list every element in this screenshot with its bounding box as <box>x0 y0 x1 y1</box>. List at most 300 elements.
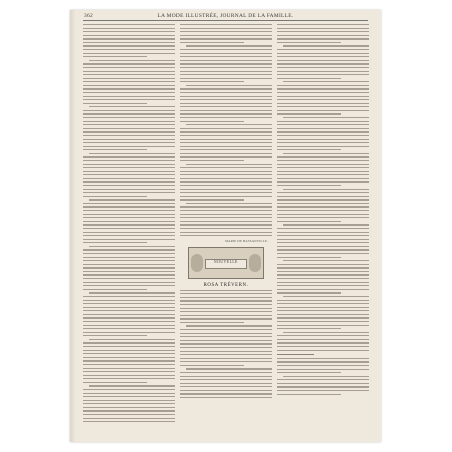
text-line <box>83 28 175 29</box>
text-line <box>83 53 175 54</box>
text-line <box>83 31 175 32</box>
text-line <box>180 397 272 398</box>
text-line <box>283 189 369 190</box>
text-line <box>83 117 175 118</box>
text-line <box>180 354 272 355</box>
text-line <box>277 321 369 322</box>
text-line <box>277 96 369 97</box>
text-line <box>89 106 175 107</box>
text-line <box>277 113 341 114</box>
text-line <box>83 88 175 89</box>
text-line <box>83 346 175 347</box>
text-line <box>277 253 369 254</box>
text-line <box>180 181 272 182</box>
text-line <box>180 142 272 143</box>
text-line <box>83 71 175 72</box>
text-line <box>83 174 175 175</box>
text-line <box>83 249 175 250</box>
text-line <box>83 342 175 343</box>
text-line <box>180 340 272 341</box>
text-line <box>277 228 369 229</box>
text-line <box>83 131 175 132</box>
text-line <box>277 206 369 207</box>
text-line <box>83 271 175 272</box>
page-fold-shadow <box>70 10 76 442</box>
text-line <box>89 60 175 61</box>
text-line <box>83 139 175 140</box>
text-line <box>283 296 369 297</box>
text-line <box>277 121 369 122</box>
text-line <box>283 81 369 82</box>
text-line <box>83 196 147 197</box>
text-line <box>83 314 175 315</box>
text-line <box>277 110 369 111</box>
text-column-1 <box>83 24 175 429</box>
text-line <box>277 372 341 373</box>
text-line <box>83 242 147 243</box>
text-line <box>180 232 272 233</box>
text-line <box>277 85 369 86</box>
text-line <box>277 346 369 347</box>
text-line <box>277 383 369 384</box>
vignette-label: NOUVELLE <box>214 260 238 265</box>
text-line <box>180 333 272 334</box>
text-line <box>83 164 175 165</box>
text-line <box>277 174 369 175</box>
text-line <box>83 67 175 68</box>
text-line <box>277 146 369 147</box>
text-line <box>83 360 175 361</box>
text-line <box>83 235 175 236</box>
text-line <box>277 139 369 140</box>
text-line <box>180 110 272 111</box>
text-line <box>83 300 175 301</box>
text-line <box>180 347 272 348</box>
text-line <box>180 315 272 316</box>
text-line <box>180 67 272 68</box>
text-line <box>277 282 369 283</box>
text-line <box>180 393 272 394</box>
text-line <box>83 253 175 254</box>
text-line <box>180 121 244 122</box>
text-line <box>180 74 272 75</box>
text-line <box>83 92 175 93</box>
text-line <box>283 260 369 261</box>
text-line <box>277 303 369 304</box>
text-line <box>277 181 369 182</box>
text-line <box>83 418 175 419</box>
text-line <box>83 63 175 64</box>
text-column-3 <box>277 24 369 429</box>
text-line <box>277 365 369 366</box>
text-line <box>277 307 369 308</box>
text-line <box>277 210 369 211</box>
text-line <box>180 53 272 54</box>
text-line <box>83 210 175 211</box>
text-line <box>277 246 369 247</box>
text-line <box>186 124 272 125</box>
text-line <box>277 42 341 43</box>
text-line <box>83 264 175 265</box>
text-line <box>83 289 147 290</box>
text-line <box>83 45 175 46</box>
text-line <box>83 38 175 39</box>
text-line <box>180 318 272 319</box>
text-line <box>277 196 369 197</box>
text-line <box>83 328 175 329</box>
text-line <box>277 106 369 107</box>
text-line <box>83 410 175 411</box>
column-3-article-text <box>277 24 369 351</box>
text-line <box>277 178 369 179</box>
text-line <box>277 390 369 391</box>
text-line <box>83 260 175 261</box>
text-line <box>180 304 272 305</box>
text-line <box>180 49 272 50</box>
text-line <box>83 189 175 190</box>
text-line <box>277 328 341 329</box>
text-line <box>180 351 272 352</box>
text-line <box>277 171 369 172</box>
text-line <box>180 117 272 118</box>
text-line <box>83 353 175 354</box>
author-signature: MARIE DE BASSANVILLE. <box>225 238 268 243</box>
text-line <box>277 274 369 275</box>
text-line <box>180 228 272 229</box>
text-line <box>277 342 369 343</box>
text-line <box>180 56 272 57</box>
text-line <box>83 85 175 86</box>
text-line <box>180 379 272 380</box>
text-line <box>283 117 369 118</box>
text-line <box>180 60 272 61</box>
journal-title: LA MODE ILLUSTRÉE, JOURNAL DE LA FAMILLE. <box>157 13 294 19</box>
text-line <box>180 293 272 294</box>
text-line <box>83 325 175 326</box>
text-line <box>83 274 175 275</box>
column-2-article-text <box>180 24 272 236</box>
text-line <box>83 171 175 172</box>
text-line <box>83 357 175 358</box>
text-line <box>277 221 341 222</box>
text-line <box>277 131 369 132</box>
text-line <box>180 290 272 291</box>
text-line <box>277 199 369 200</box>
page-number: 362 <box>84 13 93 19</box>
text-line <box>277 164 369 165</box>
text-line <box>83 303 175 304</box>
text-line <box>83 49 175 50</box>
text-line <box>186 203 272 204</box>
text-line <box>277 267 369 268</box>
text-line <box>277 135 369 136</box>
text-line <box>180 192 272 193</box>
text-line <box>186 45 272 46</box>
text-line <box>83 407 175 408</box>
text-line <box>277 63 369 64</box>
text-line <box>180 217 272 218</box>
text-line <box>83 160 175 161</box>
text-line <box>277 185 341 186</box>
text-line <box>180 358 272 359</box>
text-line <box>180 131 272 132</box>
text-line <box>83 146 175 147</box>
text-line <box>277 314 369 315</box>
text-line <box>277 325 369 326</box>
header-rule <box>83 20 368 21</box>
text-line <box>83 400 175 401</box>
text-line <box>277 38 369 39</box>
text-line <box>180 42 244 43</box>
text-line <box>83 35 175 36</box>
text-line <box>180 71 272 72</box>
text-line <box>83 382 147 383</box>
newspaper-page <box>70 10 381 442</box>
text-line <box>283 153 369 154</box>
text-line <box>180 224 272 225</box>
story-vignette-illustration <box>188 247 264 279</box>
text-line <box>277 292 341 293</box>
text-line <box>277 289 369 290</box>
text-line <box>180 365 244 366</box>
text-line <box>180 210 272 211</box>
text-line <box>83 78 175 79</box>
text-line <box>180 78 272 79</box>
text-line <box>180 174 272 175</box>
text-line <box>83 228 175 229</box>
text-line <box>83 178 175 179</box>
text-line <box>180 135 272 136</box>
text-line <box>180 139 272 140</box>
text-line <box>180 178 272 179</box>
text-line <box>186 368 272 369</box>
text-line <box>180 106 272 107</box>
text-line <box>83 239 175 240</box>
text-line <box>180 372 272 373</box>
text-line <box>83 99 175 100</box>
text-line <box>83 217 175 218</box>
text-line <box>180 113 272 114</box>
text-line <box>180 336 272 337</box>
text-line <box>277 203 369 204</box>
text-line <box>277 24 369 25</box>
text-line <box>180 235 272 236</box>
text-line <box>277 56 369 57</box>
text-line <box>83 421 175 422</box>
text-line <box>83 317 175 318</box>
text-line <box>83 389 175 390</box>
text-line <box>277 350 369 351</box>
text-line <box>83 257 175 258</box>
text-line <box>277 278 369 279</box>
text-line <box>180 81 244 82</box>
text-line <box>83 321 175 322</box>
text-line <box>83 335 147 336</box>
text-line <box>83 332 175 333</box>
text-line <box>277 257 341 258</box>
text-line <box>186 164 272 165</box>
text-line <box>180 171 272 172</box>
text-line <box>277 217 369 218</box>
text-line <box>277 53 369 54</box>
text-line <box>83 185 175 186</box>
text-line <box>180 214 272 215</box>
text-line <box>180 153 272 154</box>
text-line <box>186 85 272 86</box>
text-line <box>277 142 369 143</box>
text-line <box>83 74 175 75</box>
text-line <box>180 146 272 147</box>
text-line <box>83 113 175 114</box>
text-line <box>277 339 369 340</box>
text-line <box>83 371 175 372</box>
text-line <box>180 92 272 93</box>
text-line <box>180 221 272 222</box>
text-line <box>83 81 175 82</box>
text-line <box>180 390 272 391</box>
text-line <box>283 224 369 225</box>
text-line <box>277 103 369 104</box>
text-line <box>277 49 369 50</box>
text-line <box>180 308 272 309</box>
text-line <box>283 376 369 377</box>
text-line <box>180 322 244 323</box>
text-line <box>277 124 369 125</box>
text-line <box>277 31 369 32</box>
text-line <box>180 386 272 387</box>
text-line <box>83 282 175 283</box>
text-line <box>83 214 175 215</box>
footnotes <box>277 358 369 395</box>
text-line <box>277 149 341 150</box>
text-line <box>180 156 272 157</box>
text-line <box>83 378 175 379</box>
text-line <box>277 335 369 336</box>
text-line <box>277 71 369 72</box>
text-line <box>83 156 175 157</box>
text-line <box>83 96 175 97</box>
text-line <box>277 60 369 61</box>
text-line <box>180 38 272 39</box>
text-line <box>83 296 175 297</box>
text-line <box>277 167 369 168</box>
text-line <box>83 42 175 43</box>
text-line <box>180 329 272 330</box>
text-line <box>180 96 272 97</box>
text-line <box>277 128 369 129</box>
text-line <box>283 332 369 333</box>
text-line <box>180 149 272 150</box>
text-line <box>180 185 272 186</box>
text-line <box>277 99 369 100</box>
text-line <box>180 199 244 200</box>
text-line <box>277 358 369 359</box>
text-line <box>180 361 272 362</box>
text-line <box>277 386 369 387</box>
text-line <box>83 232 175 233</box>
text-line <box>277 232 369 233</box>
text-line <box>277 160 369 161</box>
story-title: ROSA TRÉVERN. <box>203 282 249 288</box>
text-line <box>277 310 369 311</box>
text-line <box>83 192 175 193</box>
text-line <box>180 383 272 384</box>
text-line <box>277 285 369 286</box>
text-line <box>83 124 175 125</box>
text-line <box>180 297 272 298</box>
text-line <box>277 74 369 75</box>
text-line <box>180 128 272 129</box>
text-line <box>277 394 341 395</box>
text-line <box>83 128 175 129</box>
text-line <box>277 192 369 193</box>
text-line <box>83 56 147 57</box>
text-line <box>83 267 175 268</box>
text-line <box>180 35 272 36</box>
text-line <box>277 361 369 362</box>
text-line <box>277 67 369 68</box>
text-line <box>83 310 175 311</box>
text-line <box>83 368 175 369</box>
text-line <box>83 350 175 351</box>
text-line <box>277 242 369 243</box>
text-line <box>89 339 175 340</box>
text-line <box>89 246 175 247</box>
text-line <box>277 317 369 318</box>
text-line <box>277 379 369 380</box>
text-line <box>83 221 175 222</box>
text-line <box>83 414 175 415</box>
text-line <box>83 375 175 376</box>
text-line <box>180 343 272 344</box>
text-line <box>277 28 369 29</box>
story-opening-text <box>180 290 272 399</box>
text-line <box>180 63 272 64</box>
text-line <box>277 264 369 265</box>
text-line <box>180 99 272 100</box>
text-line <box>277 92 369 93</box>
text-line <box>277 271 369 272</box>
text-line <box>277 88 369 89</box>
text-line <box>180 376 272 377</box>
text-line <box>83 24 175 25</box>
text-line <box>89 153 175 154</box>
text-line <box>83 167 175 168</box>
text-line <box>83 224 175 225</box>
text-line <box>83 149 147 150</box>
text-line <box>180 160 244 161</box>
text-line <box>83 307 175 308</box>
text-line <box>186 325 272 326</box>
text-line <box>83 396 175 397</box>
text-line <box>83 393 175 394</box>
text-line <box>83 285 175 286</box>
text-line <box>83 203 175 204</box>
text-line <box>180 31 272 32</box>
text-line <box>89 199 175 200</box>
text-line <box>83 135 175 136</box>
text-line <box>180 167 272 168</box>
text-line <box>180 24 272 25</box>
text-line <box>277 235 369 236</box>
text-line <box>83 142 175 143</box>
text-line <box>83 278 175 279</box>
text-line <box>277 214 369 215</box>
footnote-rule <box>277 354 314 355</box>
text-line <box>180 311 272 312</box>
text-line <box>277 300 369 301</box>
text-line <box>180 103 272 104</box>
